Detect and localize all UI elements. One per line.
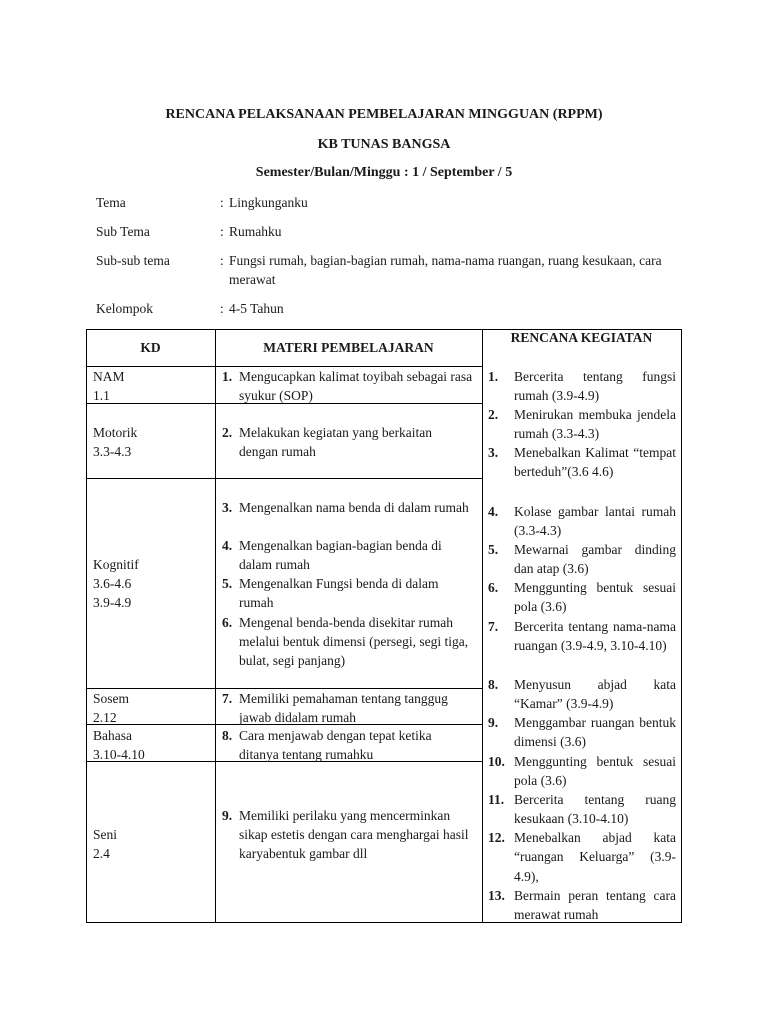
kd-name: Seni (93, 827, 118, 842)
kd-code: 3.3-4.3 (93, 444, 132, 459)
info-value: Rumahku (229, 224, 282, 239)
kd-cell (93, 423, 137, 461)
header-kegiatan: RENCANA KEGIATAN (510, 330, 653, 345)
materi-item (222, 423, 474, 461)
materi-item (222, 806, 474, 863)
info-label: Tema (96, 195, 126, 210)
materi-item (222, 613, 474, 670)
kegiatan-item (488, 752, 676, 791)
materi-number: 8. (222, 728, 233, 743)
kegiatan-text: Menggambar ruangan bentuk dimensi (3.6) (514, 715, 676, 750)
kegiatan-item (488, 617, 676, 656)
info-colon: : (220, 301, 224, 316)
materi-text: Mengenalkan nama benda di dalam rumah (239, 500, 469, 515)
kd-cell (93, 555, 139, 612)
kegiatan-item (488, 675, 676, 714)
kd-code: 3.10-4.10 (93, 747, 145, 762)
kd-cell (93, 825, 117, 863)
materi-number: 2. (222, 425, 233, 440)
info-label: Sub-sub tema (96, 253, 170, 268)
kegiatan-text: Bercerita tentang ruang kesukaan (3.10-4.10) (514, 792, 676, 827)
kd-code: 2.4 (93, 846, 110, 861)
materi-item (222, 536, 474, 574)
kd-name: NAM (93, 369, 125, 384)
materi-text: Memiliki perilaku yang mencerminkan sikap estetis dengan cara menghargai hasil karyabentuk gambar dll (239, 808, 469, 861)
semester-line: Semester/Bulan/Minggu : 1 / September / 5 (255, 165, 513, 180)
materi-number: 9. (222, 808, 233, 823)
materi-number: 6. (222, 615, 233, 630)
kegiatan-number: 1. (488, 369, 499, 384)
document-title: RENCANA PELAKSANAAN PEMBELAJARAN MINGGUAN (RPPM) (165, 107, 603, 122)
kd-cell (93, 367, 125, 405)
kegiatan-text: Menebalkan abjad kata “ruangan Keluarga” (3.9-4.9), (514, 830, 676, 884)
materi-text: Melakukan kegiatan yang berkaitan dengan rumah (239, 425, 433, 459)
materi-item (222, 726, 474, 764)
kegiatan-text: Bermain peran tentang cara merawat rumah (514, 888, 676, 923)
info-colon: : (220, 253, 224, 268)
materi-number: 1. (222, 369, 233, 384)
kegiatan-item (488, 713, 676, 752)
info-label: Sub Tema (96, 224, 150, 239)
info-value: Fungsi rumah, bagian-bagian rumah, nama-nama ruangan, ruang kesukaan, cara merawat (229, 253, 662, 287)
materi-item (222, 689, 474, 727)
kd-name: Kognitif (93, 557, 139, 572)
kegiatan-text: Menggunting bentuk sesuai pola (3.6) (514, 754, 676, 789)
info-value: Lingkunganku (229, 195, 308, 210)
materi-text: Mengenal benda-benda disekitar rumah melalui bentuk dimensi (persegi, segi tiga, bulat, segi panjang) (239, 615, 469, 668)
kegiatan-number: 8. (488, 677, 499, 692)
kegiatan-item (488, 790, 676, 829)
kegiatan-text: Menyusun abjad kata “Kamar” (3.9-4.9) (514, 677, 676, 712)
materi-text: Mengenalkan Fungsi benda di dalam rumah (239, 576, 439, 610)
info-colon: : (220, 224, 224, 239)
kegiatan-item (488, 405, 676, 444)
kegiatan-item (488, 502, 676, 541)
kd-cell (93, 689, 129, 727)
materi-number: 4. (222, 538, 233, 553)
kegiatan-number: 2. (488, 407, 499, 422)
school-name: KB TUNAS BANGSA (317, 137, 451, 152)
kd-code: 3.6-4.6 (93, 576, 132, 591)
header-kd: KD (140, 340, 161, 355)
kd-name: Bahasa (93, 728, 132, 743)
materi-number: 3. (222, 500, 233, 515)
kegiatan-text: Menirukan membuka jendela rumah (3.3-4.3) (514, 407, 676, 442)
kegiatan-number: 9. (488, 715, 499, 730)
kegiatan-text: Kolase gambar lantai rumah (3.3-4.3) (514, 504, 676, 539)
kegiatan-item (488, 443, 676, 482)
kd-name: Motorik (93, 425, 138, 440)
materi-number: 5. (222, 576, 233, 591)
materi-text: Mengenalkan bagian-bagian benda di dalam rumah (239, 538, 442, 572)
kegiatan-text: Bercerita tentang nama-nama ruangan (3.9-4.9, 3.10-4.10) (514, 619, 676, 654)
kegiatan-item (488, 367, 676, 406)
kegiatan-number: 6. (488, 580, 499, 595)
materi-text: Mengucapkan kalimat toyibah sebagai rasa syukur (SOP) (239, 369, 473, 403)
kegiatan-number: 4. (488, 504, 499, 519)
info-value: 4-5 Tahun (229, 301, 284, 316)
kd-code: 2.12 (93, 710, 117, 725)
info-label: Kelompok (96, 301, 153, 316)
kegiatan-item (488, 540, 676, 579)
materi-item (222, 498, 474, 517)
kegiatan-number: 10. (488, 754, 505, 769)
kegiatan-number: 11. (488, 792, 505, 807)
kegiatan-number: 3. (488, 445, 499, 460)
kegiatan-text: Bercerita tentang fungsi rumah (3.9-4.9) (514, 369, 676, 404)
header-materi: MATERI PEMBELAJARAN (263, 340, 434, 355)
kd-name: Sosem (93, 691, 130, 706)
kegiatan-number: 7. (488, 619, 499, 634)
kegiatan-item (488, 578, 676, 617)
materi-text: Memiliki pemahaman tentang tanggug jawab didalam rumah (239, 691, 448, 725)
kegiatan-text: Mewarnai gambar dinding dan atap (3.6) (514, 542, 676, 577)
kegiatan-number: 12. (488, 830, 505, 845)
materi-item (222, 367, 474, 405)
kegiatan-number: 13. (488, 888, 505, 903)
kegiatan-text: Menebalkan Kalimat “tempat berteduh”(3.6 4.6) (514, 445, 676, 480)
kegiatan-item (488, 886, 676, 925)
kd-code: 3.9-4.9 (93, 595, 132, 610)
materi-text: Cara menjawab dengan tepat ketika ditanya tentang rumahku (239, 728, 432, 762)
kd-cell (93, 726, 145, 764)
kd-code: 1.1 (93, 388, 110, 403)
info-colon: : (220, 195, 224, 210)
materi-number: 7. (222, 691, 233, 706)
kegiatan-text: Menggunting bentuk sesuai pola (3.6) (514, 580, 676, 615)
kegiatan-item (488, 828, 676, 886)
kegiatan-number: 5. (488, 542, 499, 557)
materi-item (222, 574, 474, 612)
